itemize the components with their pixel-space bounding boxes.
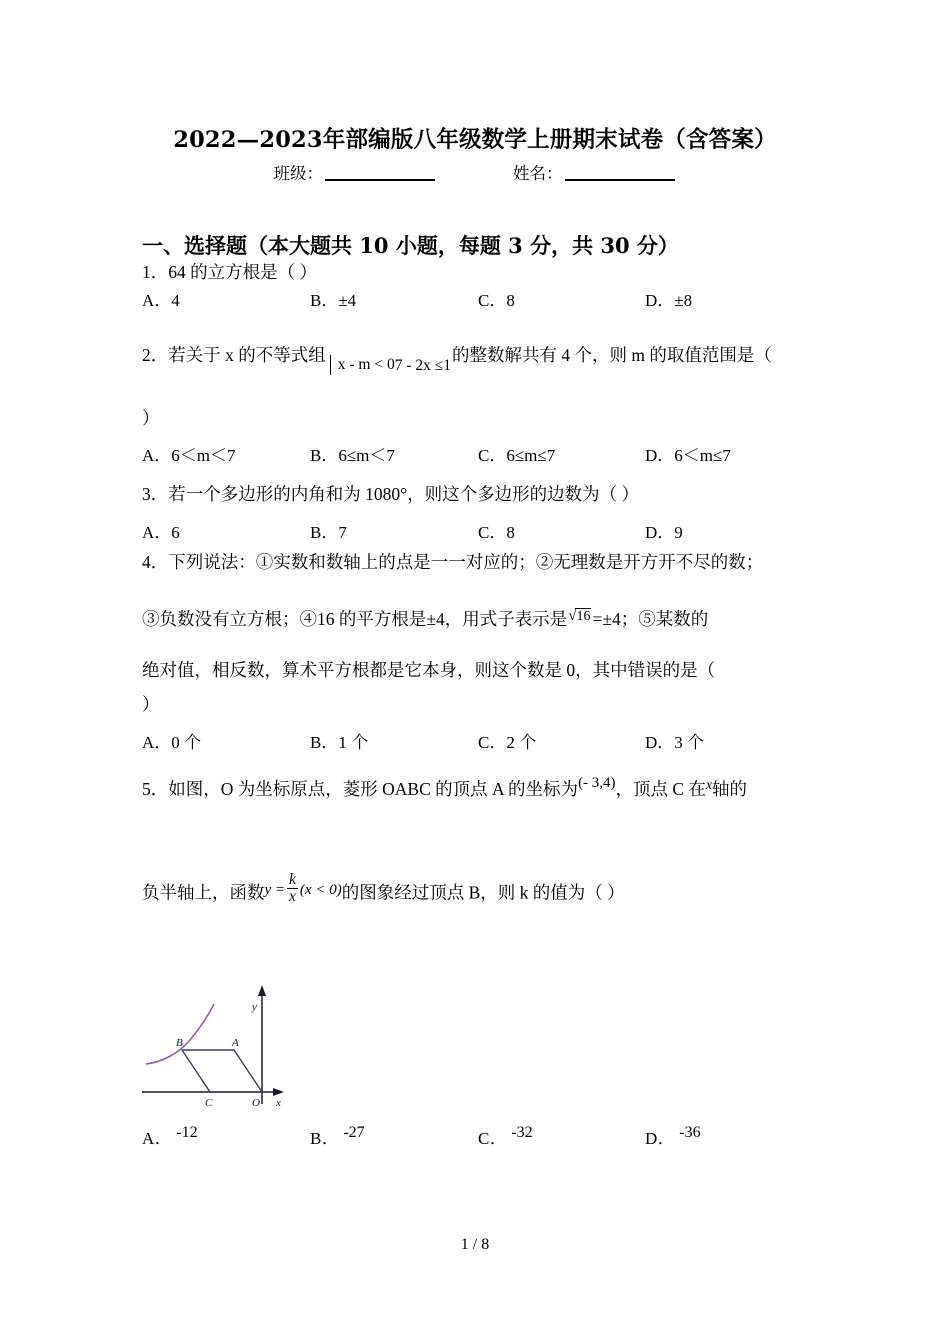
- q5-option-b-lead: B．: [310, 1129, 340, 1148]
- question-4-line-1: 4．下列说法：①实数和数轴上的点是一一对应的；②无理数是开方开不尽的数；: [142, 552, 764, 572]
- question-1-options: [0, 286, 950, 310]
- x-axis-arrow: [273, 1088, 284, 1096]
- q5-option-a[interactable]: [142, 1124, 198, 1149]
- q4-option-c[interactable]: C．2 个: [478, 733, 537, 752]
- q4-option-a[interactable]: A．0 个: [142, 733, 202, 752]
- q2-stem-after: 的整数解共有 4 个，则 m 的取值范围是（: [452, 345, 772, 365]
- q5-line1-before: 5．如图，O 为坐标原点，菱形 OABC 的顶点 A 的坐标为: [142, 778, 579, 799]
- question-3-options: [0, 518, 950, 542]
- q1-option-a[interactable]: A．4: [142, 291, 180, 310]
- square-root-expression: [568, 608, 591, 625]
- point-a-coordinates: (- 3,4): [578, 775, 616, 791]
- function-lhs: y =: [264, 881, 286, 898]
- question-1-stem: 1．64 的立方根是（ ）: [142, 262, 317, 282]
- question-5-line-1: [142, 775, 747, 799]
- question-2-stem-tail: ）: [142, 408, 160, 428]
- page-number-footer: 1 / 8: [460, 1236, 490, 1253]
- figure-label-o: O: [252, 1097, 260, 1109]
- q2-option-a[interactable]: A．6＜m＜7: [142, 446, 236, 465]
- radical-sign: √: [568, 608, 577, 624]
- q5-option-b-value: -27: [343, 1124, 365, 1142]
- q5-line1-mid: ，顶点 C 在: [615, 778, 706, 799]
- question-2-stem: [142, 345, 772, 374]
- question-5-options: [0, 1124, 950, 1148]
- class-label: 班级：: [273, 164, 323, 183]
- q1-option-b[interactable]: B．±4: [310, 291, 357, 310]
- rhombus-oabc: [182, 1050, 262, 1092]
- q1-option-d[interactable]: D．±8: [645, 291, 693, 310]
- q2-option-c[interactable]: C．6≤m≤7: [478, 446, 556, 465]
- q5-line1-after: 轴的: [712, 778, 747, 799]
- y-axis-arrow: [258, 985, 266, 996]
- figure-label-b: B: [176, 1037, 183, 1049]
- q1-option-c[interactable]: C．8: [478, 291, 515, 310]
- q5-line2-before: 负半轴上，函数: [142, 882, 265, 903]
- inverse-function-expression: [265, 872, 342, 906]
- q5-option-a-value: -12: [176, 1124, 198, 1142]
- function-domain-condition: (x < 0): [299, 881, 342, 898]
- question-5-line-2: [142, 872, 625, 906]
- question-5-figure: [140, 978, 330, 1118]
- question-2-options: [0, 441, 950, 465]
- q2-option-d[interactable]: D．6＜m≤7: [645, 446, 731, 465]
- fraction-numerator: k: [289, 871, 296, 888]
- section-heading-choice: 一、选择题（本大题共 10 小题，每题 3 分，共 30 分）: [142, 233, 679, 258]
- figure-label-c: C: [205, 1097, 213, 1109]
- q3-option-a[interactable]: A．6: [142, 523, 180, 542]
- q2-system-row-2: 7 - 2x ≤1: [394, 356, 452, 374]
- question-3-stem: 3．若一个多边形的内角和为 1080°，则这个多边形的边数为（ ）: [142, 484, 639, 504]
- name-label: 姓名：: [513, 164, 563, 183]
- question-4-line-3: 绝对值，相反数，算术平方根都是它本身，则这个数是 0，其中错误的是（: [142, 660, 716, 680]
- q4-line2-after: =±4；⑤某数的: [592, 608, 709, 629]
- x-axis-variable: x: [706, 776, 712, 792]
- question-4-line-4: ）: [142, 694, 160, 714]
- name-input-blank[interactable]: [565, 164, 675, 181]
- figure-label-a: A: [232, 1037, 239, 1049]
- q5-option-d-value: -36: [679, 1124, 701, 1142]
- q5-option-d-lead: D．: [645, 1129, 676, 1148]
- q5-option-c[interactable]: [478, 1124, 533, 1149]
- q5-option-c-lead: C．: [478, 1129, 508, 1148]
- q2-inequality-system: [328, 357, 451, 374]
- q5-option-c-value: -32: [511, 1124, 533, 1142]
- q3-option-d[interactable]: D．9: [645, 523, 683, 542]
- class-input-blank[interactable]: [325, 164, 435, 181]
- q4-option-d[interactable]: D．3 个: [645, 733, 705, 752]
- page-title: 2022—2023年部编版八年级数学上册期末试卷（含答案）: [173, 127, 777, 153]
- q2-system-row-1: x - m < 0: [337, 356, 395, 374]
- figure-label-y-axis: y: [252, 1001, 257, 1013]
- radicand: 16: [576, 609, 591, 624]
- q5-line2-after: 的图象经过顶点 B，则 k 的值为（ ）: [341, 882, 625, 903]
- q2-stem-before: 2．若关于 x 的不等式组: [142, 345, 326, 365]
- student-info-row: [0, 160, 950, 184]
- hyperbola-curve: [146, 1004, 214, 1064]
- q5-option-b[interactable]: [310, 1124, 365, 1149]
- q5-option-d[interactable]: [645, 1124, 701, 1149]
- q4-option-b[interactable]: B．1 个: [310, 733, 369, 752]
- question-4-line-2: [142, 608, 708, 629]
- fraction-k-over-x: [287, 872, 298, 906]
- q5-option-a-lead: A．: [142, 1129, 173, 1148]
- question-4-options: [0, 728, 950, 752]
- figure-label-x-axis: x: [276, 1097, 281, 1109]
- fraction-denominator: x: [289, 888, 296, 906]
- q2-option-b[interactable]: B．6≤m＜7: [310, 446, 395, 465]
- q3-option-b[interactable]: B．7: [310, 523, 347, 542]
- q4-line2-before: ③负数没有立方根；④16 的平方根是±4，用式子表示是: [142, 608, 568, 629]
- q3-option-c[interactable]: C．8: [478, 523, 515, 542]
